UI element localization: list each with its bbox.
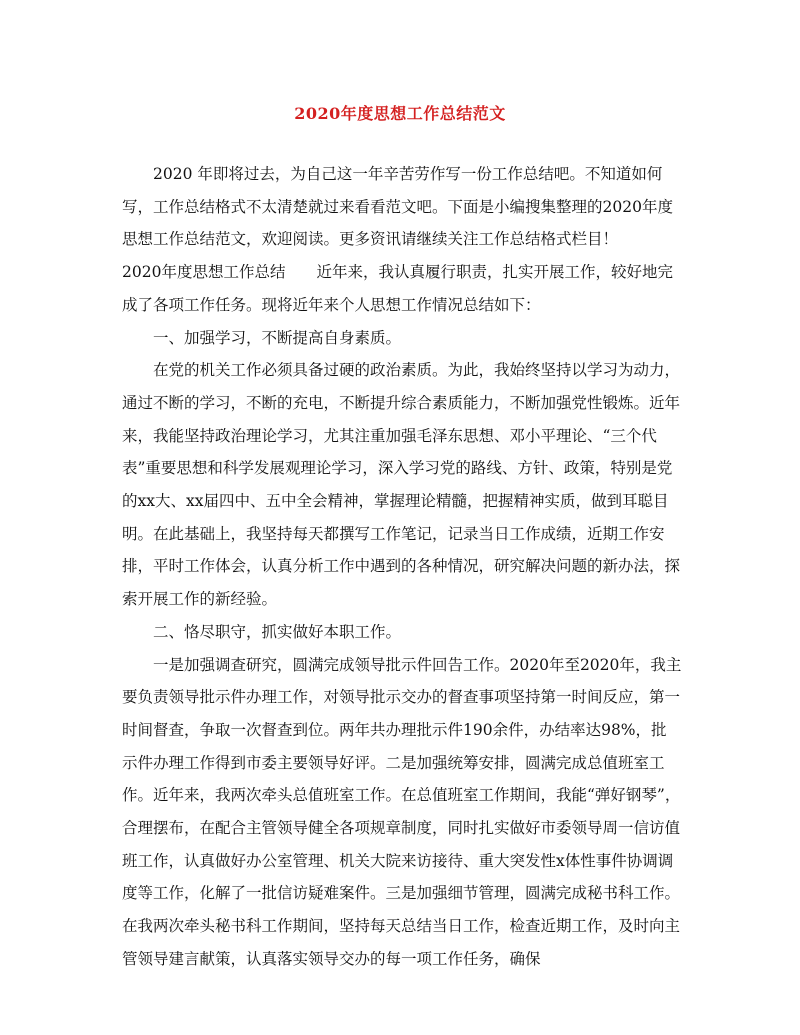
paragraph-study: 在党的机关工作必须具备过硬的政治素质。为此，我始终坚持以学习为动力，通过不断的学习，不断的充电，不断提升综合素质能力，不断加强党性锻炼。近年来，我能坚持政治理论学习，尤其注重加强毛泽东思想、邓小平理论、“三个代表”重要思想和科学发展观理论学习，深入学习党的路线、方针、政策，特别是党的xx大、xx届四中、五中全会精神，掌握理论精髓，把握精神实质，做到耳聪目明。在此基础上，我坚持每天都撰写工作笔记，记录当日工作成绩，近期工作安排，平时工作体会，认真分析工作中遇到的各种情况，研究解决问题的新办法，探索开展工作的新经验。 bbox=[122, 361, 681, 609]
section-heading-2: 二、恪尽职守，抓实做好本职工作。 bbox=[153, 622, 402, 641]
document-body bbox=[122, 158, 682, 976]
paragraph-intro: 2020 年即将过去，为自己这一年辛苦劳作写一份工作总结吧。不知道如何写，工作总结格式不太清楚就过来看看范文吧。下面是小编搜集整理的2020年度思想工作总结范文，欢迎阅读。更多资讯请继续关注工作总结格式栏目！ bbox=[122, 165, 673, 249]
document-title: 2020年度思想工作总结范文 bbox=[294, 104, 506, 123]
paragraph-duties: 一是加强调查研究，圆满完成领导批示件回告工作。2020年至2020年，我主要负责领导批示件办理工作，对领导批示交办的督查事项坚持第一时间反应，第一时间督查，争取一次督查到位。两年共办理批示件190余件，办结率达98%，批示件办理工作得到市委主要领导好评。二是加强统筹安排，圆满完成总值班室工作。近年来，我两次牵头总值班室工作。在总值班室工作期间，我能“弹好钢琴”，合理摆布，在配合主管领导健全各项规章制度，同时扎实做好市委领导周一信访值班工作，认真做好办公室管理、机关大院来访接待、重大突发性x体性事件协调调度等工作，化解了一批信访疑难案件。三是加强细节管理，圆满完成秘书科工作。在我两次牵头秘书科工作期间，坚持每天总结当日工作，检查近期工作，及时向主管领导建言献策，认真落实领导交办的每一项工作任务，确保 bbox=[122, 655, 682, 968]
section-heading-1: 一、加强学习，不断提高自身素质。 bbox=[153, 328, 402, 347]
paragraph-summary-opening: 2020年度思想工作总结 近年来，我认真履行职责，扎实开展工作，较好地完成了各项工作任务。现将近年来个人思想工作情况总结如下： bbox=[122, 263, 673, 314]
